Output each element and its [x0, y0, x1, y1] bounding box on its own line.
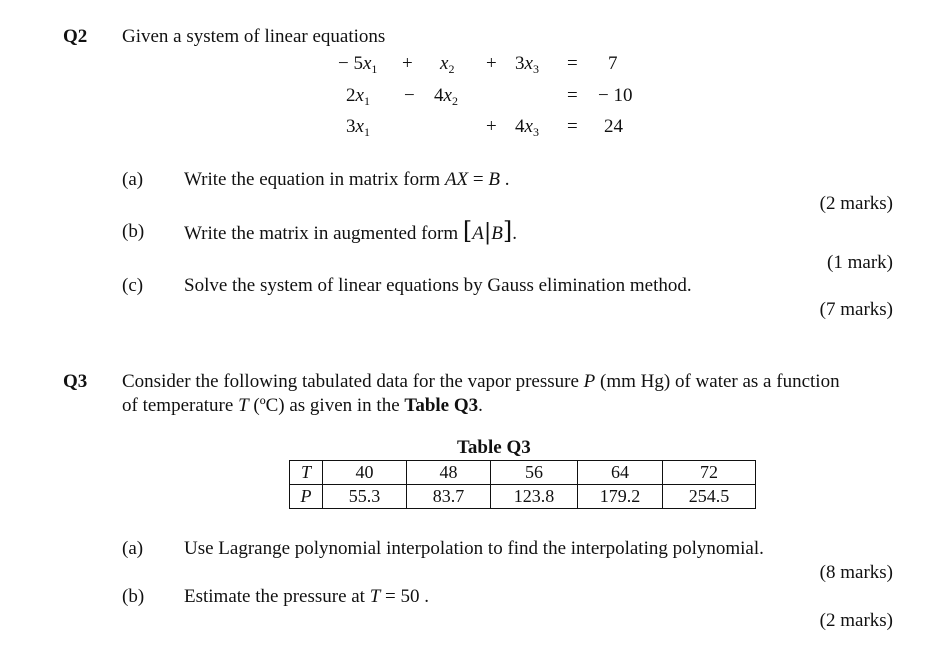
p-value: 254.5 [663, 485, 756, 509]
row3-rhs: 24 [604, 116, 623, 137]
row1-op1: + [402, 53, 413, 74]
row2-op1: − [404, 85, 415, 106]
p-value: 123.8 [491, 485, 578, 509]
q3-part-b-label: (b) [122, 586, 145, 607]
q2-part-b-marks: (1 mark) [827, 252, 893, 273]
q2-part-a-label: (a) [122, 169, 144, 190]
row2-term1: $2x_1$ [346, 85, 370, 108]
t-value: 56 [491, 461, 578, 485]
vapor-pressure-table [289, 460, 756, 509]
row2-equals: = [567, 85, 578, 106]
row3-term3: $4x_3$ [515, 116, 539, 139]
q3-part-a-marks: (8 marks) [819, 562, 893, 583]
q3-intro-line2: of temperature T (ºC) as given in the Table Q3. [122, 395, 483, 416]
row2-term2: $4x_2$ [434, 85, 458, 108]
t-value: 72 [663, 461, 756, 485]
row3-equals: = [567, 116, 578, 137]
q3-part-a-text: Use Lagrange polynomial interpolation to find the interpolating polynomial. [184, 538, 764, 559]
q2-part-b-text: Write the matrix in augmented form [A|B]. [184, 217, 518, 245]
q2-part-c-marks: (7 marks) [819, 299, 893, 320]
q3-intro-line1: Consider the following tabulated data for the vapor pressure P (mm Hg) of water as a function [122, 371, 840, 392]
row2-rhs: − 10 [598, 85, 633, 106]
row1-term3: $3x_3$ [515, 53, 539, 76]
q2-part-a-text: Write the equation in matrix form AX = B . [184, 169, 510, 190]
row1-term2: $x_2$ [440, 53, 455, 76]
t-value: 64 [578, 461, 663, 485]
q3-part-a-label: (a) [122, 538, 144, 559]
row1-equals: = [567, 53, 578, 74]
t-value: 40 [323, 461, 407, 485]
q2-intro: Given a system of linear equations [122, 26, 386, 47]
row3-op2: + [486, 116, 497, 137]
p-value: 179.2 [578, 485, 663, 509]
q2-part-a-marks: (2 marks) [819, 193, 893, 214]
q2-part-c-label: (c) [122, 275, 144, 296]
question-number-q2: Q2 [63, 26, 88, 47]
q2-part-c-text: Solve the system of linear equations by Gauss elimination method. [184, 275, 692, 296]
q3-part-b-marks: (2 marks) [819, 610, 893, 631]
row1-op2: + [486, 53, 497, 74]
question-number-q3: Q3 [63, 371, 88, 392]
q3-part-b-text: Estimate the pressure at T = 50 . [184, 586, 430, 607]
p-value: 83.7 [407, 485, 491, 509]
row-label-t: T [290, 461, 323, 485]
table-caption: Table Q3 [457, 437, 531, 458]
table-row-t [290, 461, 756, 485]
table-row-p [290, 485, 756, 509]
row1-rhs: 7 [608, 53, 618, 74]
q2-part-b-label: (b) [122, 221, 145, 242]
row-label-p: P [290, 485, 323, 509]
row3-term1: $3x_1$ [346, 116, 370, 139]
row1-term1: − $5x_1$ [338, 53, 378, 76]
p-value: 55.3 [323, 485, 407, 509]
t-value: 48 [407, 461, 491, 485]
